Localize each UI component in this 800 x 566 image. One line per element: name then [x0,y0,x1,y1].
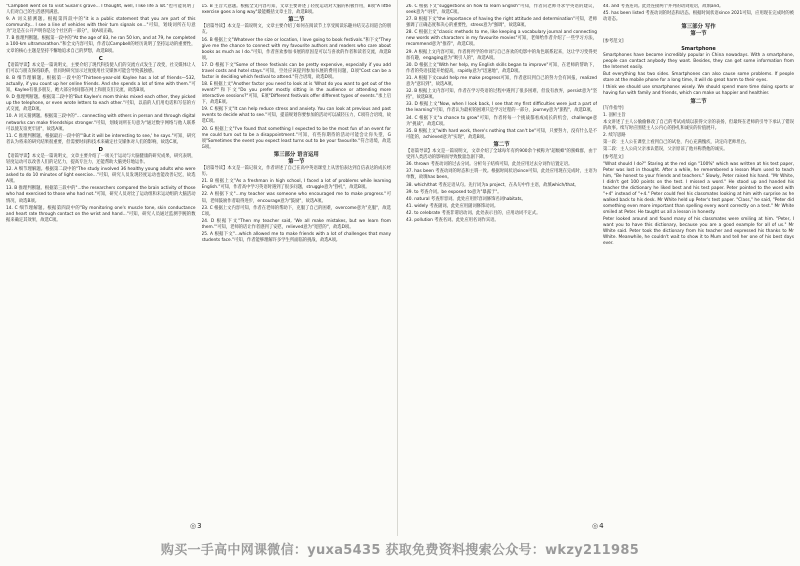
answer-paragraph: 第二段：主人公向父亲承认错误，父亲原谅了他并称赞他的诚实。 [603,147,728,153]
answer-paragraph: 7. B 推理判断题。根据第一段中的"At the age of 83, he ran 50 km, and at 79, he completed a 100-km ultramarathon."和全文内容可知，作者以Campbell的经历说明了坚持运动的重要性，文章的核心主题是坚持不懈地追求自己的梦想，故选B项。 [6,36,196,54]
answer-paragraph: 第一节 [690,31,707,38]
answer-paragraph: Peter looked around and found many of his classmates were smiling at him. "Peter, I want you to have this dictionary, because you are a good example for all of us." Mr White said. Peter took the dictionary from his teacher and expressed his thanks to Mr White. Meanwhile, he couldn't wait to show it to Mum and tell her one of his best days ever. [603,217,794,247]
answer-paragraph: 34. C 根据下文"a chance to grow"可知，作者将每一个挑战都看成成长的机会，challenge意为"挑战"，故选C项。 [406,115,597,127]
answer-paragraph: 37. has been 考查动词的时态和主谓一致。根据时间状语since可知，此处应用现在完成时，主语为单数，故填has been。 [406,169,597,181]
answer-paragraph: 44. and 考查连词。此处连接两个并列的动词短语，故填and。 [603,4,724,9]
answer-paragraph: 35. B 根据上文"with hard work, there's nothing that can't be"可知，只要努力，没有什么是不可能的，achieved意为"实现"，故选B项。 [406,128,597,140]
answer-paragraph: [参考范文] [603,154,624,160]
answer-paragraph: But everything has two sides. Smartphones can also cause some problems. If people stare at the mobile phone for a long time, it will do great harm to their eyes. [603,72,794,84]
answer-paragraph: 22. A 根据下文"...my teacher was someone who encouraged me to make progress."可知，老师鼓励作者取得进步，encourage意为"鼓励"，故选A项。 [201,192,391,204]
answer-paragraph: 【语篇导读】本文是一篇说明文，文章介绍了全球每年有约900余个被称为"超级蜂"的蜜蜂群，由于受到人类活动的影响而导致数量急剧下降。 [406,149,597,161]
answer-paragraph: 25. A 根据下文"...which allowed me to make friends with a lot of challenges that many students face."可知，作者能够理解许多学生所面临的挑战，故选A项。 [201,232,391,244]
answer-paragraph: D [98,146,103,153]
answer-paragraph: 【语篇导读】本文是一篇说明文，主要介绍了现代科技使人们的交流方式发生了改变，社交媒体让人们可以与朋友保持联系，但同时研究显示过度使用社交媒体可能会导致孤独感。 [6,62,196,74]
left-page-number [190,522,202,530]
answer-paragraph: 第二节 [690,98,707,105]
answer-paragraph: 1. 剖析主旨 [603,112,626,118]
answer-paragraph: 45. has been listed 考查动词的时态和语态。根据时间状语since 2021可知，应用现在完成时的被动语态。 [603,11,794,23]
answer-paragraph: 18. E 根据上文"Another factor you need to look at is 'What do you want to get out of the event?'"和下文"Do you prefer mostly sitting in the audience or attending more interactive sessions?"可知，E项"Different festivals offer different types of events."承上启下，故选E项。 [201,82,391,106]
answer-paragraph: [参考范文] [603,38,624,44]
right-page-number-text: 4 [599,522,604,530]
answer-paragraph: 36. thrown 考查动词的过去分词。分析句子结构可知，此处应用过去分词作后置定语。 [406,162,573,168]
page-arrow-icon: ◎ [592,522,599,530]
left-answer-page [0,0,398,536]
page-arrow-icon: ◎ [190,522,197,530]
answer-paragraph: 39. to 考查介词。be exposed to意为"暴露于"。 [406,189,502,195]
answer-paragraph: 第二节 [493,141,510,148]
answer-paragraph: 12. A 细节理解题。根据第二段中的"The study involved 36 healthy young adults who were asked to do 10 minutes of light exercise..."可知，研究人员发现轻度运动也能改善记忆，故选A项。 [6,167,196,185]
answer-paragraph: 19. C 根据下文"It can help reduce stress and anxiety. You can look at previous and past events to decide what to see."可知，提前规划你要参加的活动可以减轻压力，C项符合语境，故选C项。 [201,107,391,125]
answer-paragraph: 20. G 根据上文"I've found that something I expected to be the most fun of an event for me could turn out to be a disappointment."可知，有些你期待的活动可能会让你失望，G项"Sometimes the event you expect least turns out to be your favourite."符合语境，故选G项。 [201,126,391,150]
answer-paragraph: 【语篇导读】本文是一篇说明文，文章主要介绍了如何在阅读节上享受阅读乐趣并结交志同道合的朋友。 [201,24,391,36]
answer-paragraph: 26. C 根据下文"suggestions on how to learn English"可知，作者向老师寻求学英语的建议，seek意为"寻找"，故选C项。 [406,4,597,16]
answer-paragraph: 15. B 主旨大意题。根据全文内容可知，文章主要讲述了轻度运动对大脑的积极作用，B项"A little exercise goes a long way"最能概括文章主旨，故选B项。 [201,4,391,16]
answer-paragraph: 24. D 根据下文"Then my teacher said, 'We all make mistakes, but we learn from them.'"可知，老师的话让作者感到了安慰，relieved意为"宽慰的"，故选D项。 [201,218,391,230]
right-answer-page [400,0,800,536]
answer-paragraph: 21. B 根据上文"As a freshman in high school, I faced a lot of problems while learning English."可知，作者高中学习英语时遇到了很多问题，struggle意为"挣扎"，故选B项。 [201,179,391,191]
answer-paragraph: 第一段：主人公在课堂上看到自己的试卷，内心充满愧疚，决定向老师坦白。 [603,140,750,146]
answer-paragraph: 31. A 根据下文could help me make progress可知，作者意识到自己的努力会有回报，realized意为"意识到"，故选A项。 [406,75,597,88]
answer-paragraph: 【语篇导读】本文是一篇记叙文，作者讲述了自己在高中英语课堂上从害怕表达到自信表达的成长经历。 [201,166,391,178]
answer-paragraph: 本文讲述了主人公偷偷修改了自己的考试成绩以获得父亲的表扬，但最终在老师的引导下承认了错误的故事。续写时应围绕主人公内心的挣扎和诚实的价值展开。 [603,119,794,131]
answer-paragraph: 43. pollution 考查名词。此处应用名词作宾语。 [406,218,499,224]
answer-paragraph: 38. which/that 考查定语从句。先行词为a project，在从句中作主语，故填which/that。 [406,182,579,188]
left-page-number-text: 3 [197,522,202,530]
answer-paragraph: 27. B 根据下文"the importance of having the right attitude and determination"可知，老师强调了正确态度和决心的重要性，stress意为"强调"，故选B项。 [406,17,597,29]
answer-paragraph: 第三部分 语言运用 [273,151,319,158]
answer-paragraph: 42. to celebrate 考查非谓语动词。此处表示目的，应用动词不定式。 [406,211,541,217]
answer-paragraph: 9. A 词义猜测题。根据第四段中的"it is a public statement that you are part of this community... I see a line of vehicles with their turn signals on..."可知，划线词所在句意为"这是在公开声明你是这个社区的一部分"，故A项正确。 [6,17,196,35]
answer-paragraph: 40. natural 考查形容词。此处应用形容词修饰名词habitats。 [406,196,526,202]
answer-paragraph: 30. D 根据上文"With her help, my English skills began to improve"可知，在老师的帮助下，作者的英语技能开始提高，rapidly意为"迅速地"，故选D项。 [406,62,597,74]
answer-paragraph: 11. C 推理判断题。根据最后一段中的"'But it will be interesting to see,' he says."可知，研究者认为将来的研究结果很重要，但需要时间和技术来确定社交媒体对人们的影响，故选C项。 [6,133,196,145]
answer-paragraph: 2. 续写思路 [603,133,626,139]
right-column-1 [406,4,597,524]
answer-paragraph: 9. D 推理判断题。根据第二段中的"But Kaylee's mom thinks mixed each other, they picked up the telephone, or even wrote letters to each other."可知，以前的人们用电话和写信的方式交流，故选D项。 [6,95,196,113]
answer-paragraph: 第二节 [288,17,305,24]
answer-paragraph: Smartphone [681,45,716,52]
right-column-2 [603,4,794,524]
answer-paragraph: "Campbell went on to visit Susan's grave... I thought, well, I like life a lot."也可能说明了人们对自己的生活感到满意。 [6,4,196,16]
answer-paragraph: 16. B 根据上文"Whatever the size or location, I love going to book festivals."和下文"They give me the chance to connect with my favourite authors and readers who care about books as much as I do."可知，作者喜欢参加书展的原因是可以与喜欢的作者和读者交流，故选B项。 [201,37,391,61]
answer-paragraph: "What should I do?" Staring at the red sign "100%" which was written at his test paper, Peter was lost in thought. After a while, he remembered a lesson Mum used to teach him, "Be honest to your friends and teachers." Slowly, Peter raised his hand. "Mr White, I didn't get 100 points on the test. I missed a word." He stood up and handed his teacher the dictionary he liked best and his test paper. Peter pointed to the word with "+4" instead of "+4." Peter could feel his classmates looking at him with surprise as he walked back to his desk. Mr White held up Peter's test paper. "Class," he said, "Peter did something even more important than spelling every word correctly on a test." Mr White smiled at Peter. He taught us all a lesson in honesty. [603,161,794,216]
answer-paragraph: 17. D 根据下文"Some of these festivals can be pretty expensive, especially if you add travel costs and hotel stays."可知，空处应该提到参加书展的费用问题，D项"Cost can be a factor in deciding which festival to attend."符合语境，故选D项。 [201,62,391,80]
answer-paragraph: Smartphones have become incredibly popular in China nowadays. With a smartphone, people can contact anybody they want. Besides, they can get some information from the Internet easily. [603,52,794,70]
answer-paragraph: 13. B 推理判断题。根据第三段中的"...the researchers compared the brain activity of those who had exercised to those who had not."可知，研究人员对比了运动组和未运动组的大脑活动情况，故选B项。 [6,186,196,204]
answer-paragraph: I think we should use smartphones wisely. We should spend more time doing sports or having fun with family and friends, which can make us happier and healthier. [603,85,794,97]
answer-paragraph: 28. C 根据上文"classic methods to me, like keeping a vocabulary journal and connecting new words with characters in my favourite movies"可知，老师给作者介绍了一些学习方法，recommend意为"推荐"，故选C项。 [406,30,597,48]
left-column-2 [202,4,392,524]
watermark-footer: 购买一手高中网课微信：yuxa5435 获取免费资料搜索公众号：wkzy211985 [160,543,640,558]
answer-paragraph: 10. A 词义猜测题。根据第三段中的"... connecting with others in person and through digital networks can make friendships stronger."可知，划线词所在句意为"通过数字网络与他人联系可以使友谊更牢固"，故选A项。 [6,114,196,132]
answer-paragraph: C [98,55,103,62]
answer-paragraph: 14. C 细节理解题。根据第四段中的"By monitoring one's muscle tone, skin conductance and heart rate through contact on the wrist and hand..."可知，研究人员通过监测手腕的数据来确定其效果，故选C项。 [6,205,196,223]
answer-paragraph: 第三部分 写作 [681,24,716,31]
answer-paragraph: 8. B 细节理解题。根据第一段中的"Thirteen-year-old Kaylee has a lot of friends—532, actually, if you count up her online friends. And she spends a lot of time with them."可知，Kaylee有很多朋友，她大部分时间都在网上和朋友们交流，故选B项。 [6,75,196,94]
left-column-1 [6,4,196,524]
answer-paragraph: [写作指导] [603,105,624,111]
answer-paragraph: 32. B 根据上文内容可知，作者在学习英语的过程中遇到了很多困难，但没有放弃，persist意为"坚持"，故选B项。 [406,89,597,101]
right-page-number [592,522,604,530]
answer-paragraph: 41. widely 考查副词。此处应用副词修饰动词。 [406,204,499,209]
answer-paragraph: 33. D 根据上文"Now, when I look back, I see that my first difficulties were just a part of the learning"可知，作者认为最初的困难只是学习过程的一部分，journey意为"旅程"，故选D项。 [406,102,597,114]
answer-paragraph: 29. A 根据上文内容可知，作者将所学的单词与自己喜欢的电影中的角色联系起来，这让学习变得更加有趣，engaging意为"吸引人的"，故选A项。 [406,49,597,61]
answer-paragraph: 【语篇导读】本文是一篇说明文，文章主要介绍了一项关于运动与大脑健康的研究成果，研究表明，轻度运动可以改善人们的记忆力，提高专注力，还能帮助大脑更好地运作。 [6,154,196,166]
answer-paragraph: 第一节 [288,158,305,165]
answer-paragraph: 23. C 根据上文内容可知，作者在老师的帮助下，克服了自己的困难，overcome意为"克服"，故选C项。 [201,205,391,217]
